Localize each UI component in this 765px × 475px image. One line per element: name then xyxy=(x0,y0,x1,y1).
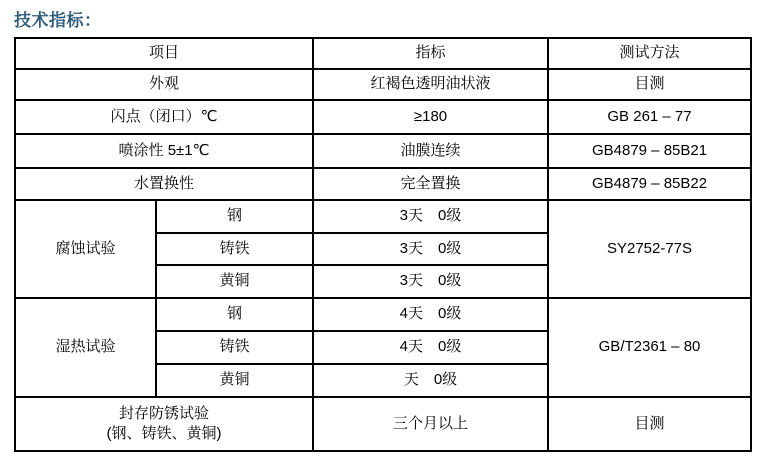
table-row xyxy=(15,69,751,100)
cell-item: 水置换性 xyxy=(15,168,313,200)
group-cell-corrosion: 腐蚀试验 xyxy=(15,200,156,298)
group-cell-method: SY2752-77S xyxy=(548,200,751,298)
cell-spec: ≥180 xyxy=(313,100,548,134)
footer-item-line2: (钢、铸铁、黄铜) xyxy=(106,425,222,442)
cell-item: 外观 xyxy=(15,69,313,100)
cell-method: GB4879 – 85B22 xyxy=(548,168,751,200)
group-cell-dampheat: 湿热试验 xyxy=(15,298,156,397)
table-header-row xyxy=(15,38,751,69)
cell-item: 喷涂性 5±1℃ xyxy=(15,134,313,168)
header-cell-item: 项目 xyxy=(15,38,313,69)
header-cell-method: 测试方法 xyxy=(548,38,751,69)
table-row xyxy=(15,100,751,134)
cell-item xyxy=(15,397,313,451)
cell-method: 目测 xyxy=(548,397,751,451)
table-row xyxy=(15,200,751,233)
cell-method: 目测 xyxy=(548,69,751,100)
footer-item-line1: 封存防锈试验 xyxy=(119,404,210,422)
spec-table xyxy=(14,37,752,452)
header-cell-spec: 指标 xyxy=(313,38,548,69)
cell-spec: 4天 0级 xyxy=(313,298,548,331)
cell-spec: 4天 0级 xyxy=(313,331,548,364)
cell-material: 黄铜 xyxy=(156,265,313,298)
table-row xyxy=(15,397,751,451)
cell-material: 钢 xyxy=(156,200,313,233)
cell-material: 黄铜 xyxy=(156,364,313,397)
cell-spec: 天 0级 xyxy=(313,364,548,397)
table-row xyxy=(15,298,751,331)
cell-method: GB 261 – 77 xyxy=(548,100,751,134)
cell-spec: 三个月以上 xyxy=(313,397,548,451)
cell-material: 钢 xyxy=(156,298,313,331)
cell-spec: 红褐色透明油状液 xyxy=(313,69,548,100)
cell-material: 铸铁 xyxy=(156,233,313,265)
cell-spec: 完全置换 xyxy=(313,168,548,200)
cell-material: 铸铁 xyxy=(156,331,313,364)
table-row xyxy=(15,168,751,200)
cell-method: GB4879 – 85B21 xyxy=(548,134,751,168)
group-cell-method: GB/T2361 – 80 xyxy=(548,298,751,397)
table-row xyxy=(15,134,751,168)
cell-spec: 3天 0级 xyxy=(313,265,548,298)
cell-spec: 3天 0级 xyxy=(313,233,548,265)
cell-spec: 油膜连续 xyxy=(313,134,548,168)
cell-spec: 3天 0级 xyxy=(313,200,548,233)
cell-item: 闪点（闭口）℃ xyxy=(15,100,313,134)
page-title: 技术指标： xyxy=(14,11,102,30)
